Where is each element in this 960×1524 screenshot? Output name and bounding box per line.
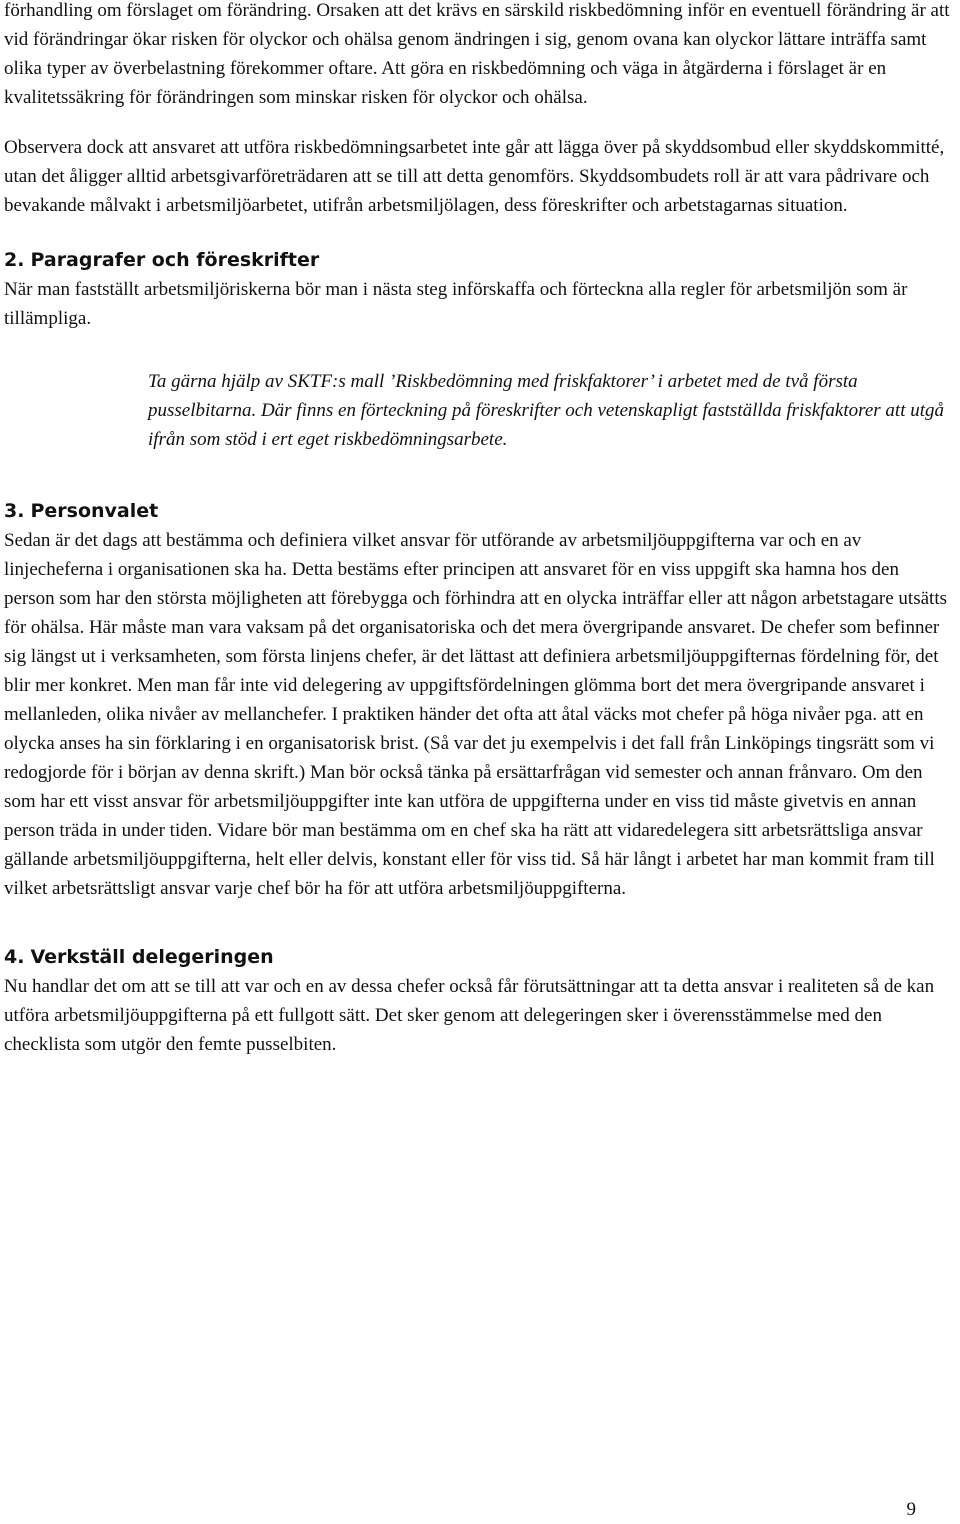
intro-paragraph-2: Observera dock att ansvaret att utföra riskbedömningsarbetet inte går att lägga över på skyddsombud eller skyddskommitté, utan det åligger alltid arbetsgivarföreträdaren att se till att detta genomförs. Skyddsombudets roll är att vara pådrivare och bevakande målvakt i arbetsmiljöarbetet, utifrån arbetsmiljölagen, dess föreskrifter och arbetstagarnas situation. (4, 137, 945, 216)
section-2 (4, 246, 952, 454)
document-page (4, 0, 952, 1059)
section-4-title: Verkställ delegeringen (30, 946, 274, 968)
section-3-number: 3. (4, 500, 25, 522)
page-number: 9 (906, 1499, 916, 1520)
section-2-body: När man fastställt arbetsmiljöriskerna bör man i nästa steg införskaffa och förteckna alla regler för arbetsmiljön som är tillämpliga. (4, 279, 908, 329)
section-2-number: 2. (4, 249, 25, 271)
section-3-heading (4, 497, 952, 526)
section-4-heading (4, 943, 952, 972)
intro-paragraph-1: förhandling om förslaget om förändring. Orsaken att det krävs en särskild riskbedömning inför en eventuell förändring är att vid förändringar ökar risken för olyckor och ohälsa genom ändringen i sig, genom ovana kan olyckor lättare inträffa samt olika typer av överbelastning förekommer oftare. Att göra en riskbedömning och väga in åtgärderna i förslaget är en kvalitetssäkring för förändringen som minskar risken för olyckor och ohälsa. (4, 0, 950, 108)
section-4-body: Nu handlar det om att se till att var och en av dessa chefer också får förutsättningar att ta detta ansvar i realiteten så de kan utföra arbetsmiljöuppgifterna på ett fullgott sätt. Det sker genom att delegeringen sker i överensstämmelse med den checklista som utgör den femte pusselbiten. (4, 976, 935, 1055)
section-3 (4, 497, 952, 903)
section-2-title: Paragrafer och föreskrifter (30, 249, 320, 271)
section-2-heading (4, 246, 952, 275)
section-3-body: Sedan är det dags att bestämma och definiera vilket ansvar för utförande av arbetsmiljöuppgifterna var och en av linjecheferna i organisationen ska ha. Detta bestäms efter principen att ansvaret för en viss uppgift ska hamna hos den person som har den största möjligheten att förebygga och förhindra att en olycka inträffar eller att någon arbetstagare utsätts för ohälsa. Här måste man vara vaksam på det organisatoriska och det mera övergripande ansvaret. De chefer som befinner sig längst ut i verksamheten, som första linjens chefer, är det lättast att definiera arbetsmiljöuppgifternas fördelning för, det blir mer konkret. Men man får inte vid delegering av uppgiftsfördelningen glömma bort det mera övergripande ansvaret i mellanleden, olika nivåer av mellanchefer. I praktiken händer det ofta att åtal väcks mot chefer på höga nivåer pga. att en olycka anses ha sin förklaring i en organisatorisk brist. (Så var det ju exempelvis i det fall från Linköpings tingsrätt som vi redogjorde för i början av denna skrift.) Man bör också tänka på ersättarfrågan vid semester och annan frånvaro. Om den som har ett visst ansvar för arbetsmiljöuppgifter inte kan utföra de uppgifterna under en viss tid måste givetvis en annan person träda in under tiden. Vidare bör man bestämma om en chef ska ha rätt att vidaredelegera sitt arbetsrättsliga ansvar gällande arbetsmiljöuppgifterna, helt eller delvis, konstant eller för viss tid. Så här långt i arbetet har man kommit fram till vilket arbetsrättsligt ansvar varje chef bör ha för att utföra arbetsmiljöuppgifterna. (4, 530, 947, 899)
section-4 (4, 943, 952, 1059)
section-3-title: Personvalet (30, 500, 159, 522)
section-2-note: Ta gärna hjälp av SKTF:s mall ’Riskbedömning med friskfaktorer’ i arbetet med de två första pusselbitarna. Där finns en förteckning på föreskrifter och vetenskapligt fastställda friskfaktorer att utgå ifrån som stöd i ert eget riskbedömningsarbete. (148, 371, 944, 450)
section-4-number: 4. (4, 946, 25, 968)
